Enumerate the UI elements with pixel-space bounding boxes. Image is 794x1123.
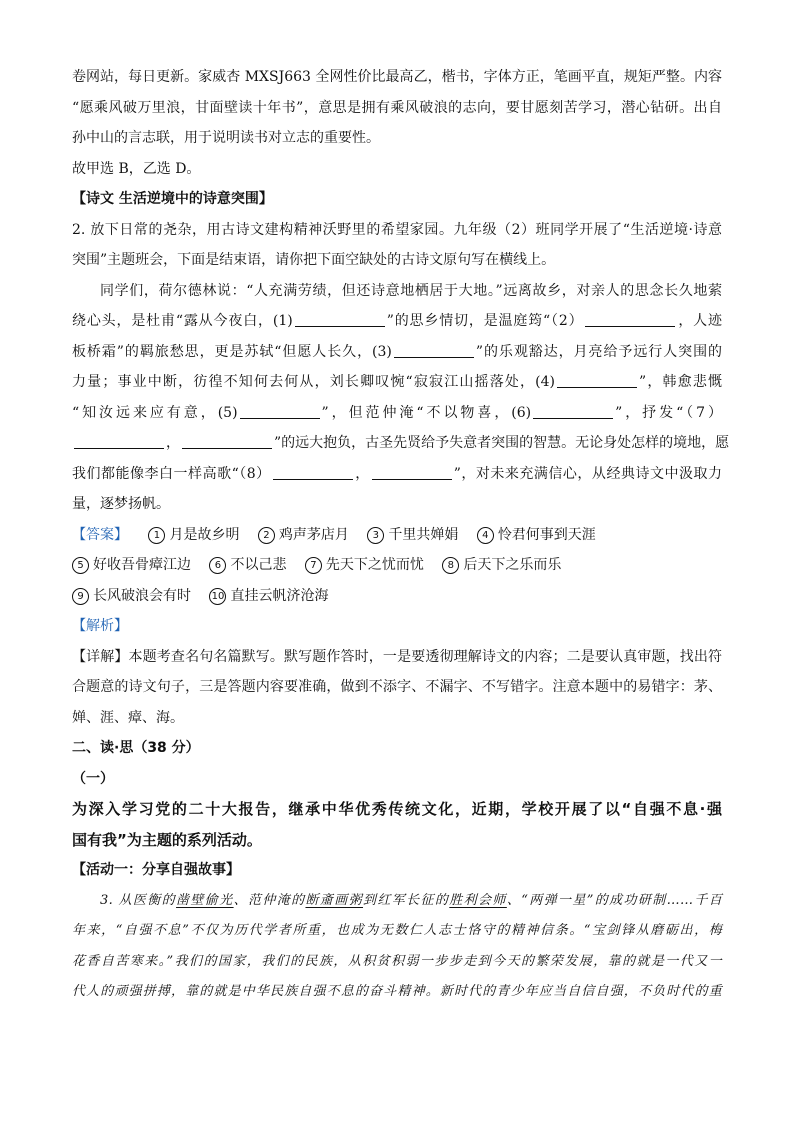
answer-item: 1 月是故乡明 — [148, 520, 239, 551]
section-title-poetry: 【诗文 生活逆境中的诗意突围】 — [72, 191, 273, 207]
part-2-intro: 国有我”为主题的系列活动。 — [72, 830, 262, 849]
answer-blank[interactable] — [182, 432, 272, 449]
intro-line: “愿乘风破万里浪，甘面壁读十年书”，意思是拥有乘风破浪的志向，要甘愿刻苦学习，潜心钻研。出自 — [72, 99, 722, 116]
analysis-label: 【解析】 — [72, 618, 128, 634]
analysis-line: 婵、涯、瘴、海。 — [72, 709, 184, 726]
answer-item: 2 鸡声茅店月 — [258, 520, 349, 551]
question-3-line: 花香自苦寒来。”我们的国家，我们的民族，从积贫积弱一步步走到今天的繁荣发展，靠的就是一代又一 — [72, 953, 722, 969]
question-2-line: 力量；事业中断，彷徨不知何去何从，刘长卿叹惋“寂寂江山摇落处，(4) ”，韩愈悲慨 — [72, 367, 722, 398]
answer-line — [72, 581, 722, 612]
answer-line — [72, 520, 722, 551]
answer-blank[interactable] — [372, 463, 452, 480]
answer-blank[interactable] — [74, 432, 164, 449]
answer-blank[interactable] — [240, 402, 320, 419]
question-2-line: 板桥霜”的羁旅愁思，更是苏轼“但愿人长久，(3) ”的乐观豁达，月亮给予远行人突围的 — [72, 337, 722, 368]
question-2-line: 2. 放下日常的尧杂，用古诗文建构精神沃野里的希望家园。九年级（2）班同学开展了“生活逆境·诗意 — [72, 221, 722, 238]
activity-1-title: 【活动一：分享自强故事】 — [72, 862, 240, 878]
answer-label: 【答案】 — [72, 526, 128, 543]
answer-item: 3 千里共婵娟 — [367, 520, 458, 551]
document-page — [72, 62, 730, 1008]
answer-blank[interactable] — [585, 310, 675, 327]
question-2-line: 量，逐梦扬帆。 — [72, 496, 170, 512]
answer-blank[interactable] — [295, 310, 385, 327]
question-2-line: 我们都能像李白一样高歌“（8） ， ”，对未来充满信心，从经典诗文中汲取力 — [72, 459, 722, 490]
question-2-line: ， ”的远大抱负，古圣先贤给予失意者突围的智慧。无论身处怎样的境地，愿 — [72, 428, 722, 459]
answer-item: 5 好收吾骨瘴江边 — [72, 550, 191, 581]
question-3-line: 3. 从医衡的凿壁偷光、范仲淹的断齑画粥到红军长征的胜利会师、“两弹一星”的成功研制……千百 — [100, 892, 723, 908]
answer-item: 4 怜君何事到天涯 — [477, 520, 596, 551]
analysis-line: 【详解】本题考查名句名篇默写。默写题作答时，一是要透彻理解诗文的内容；二是要认真审题，找出符 — [72, 648, 722, 665]
question-2-line: 突围”主题班会，下面是结束语，请你把下面空缺处的古诗文原句写在横线上。 — [72, 252, 556, 268]
intro-line: 故甲选 B，乙选 D。 — [72, 160, 201, 177]
question-3-line: 代人的顽强拼搏，靠的就是中华民族自强不息的奋斗精神。新时代的青少年应当自信自强，不负时代的重 — [72, 984, 722, 999]
intro-line: 孙中山的言志联，用于说明读书对立志的重要性。 — [72, 130, 380, 146]
question-3-line: 年来，“自强不息”不仅为历代学者所重，也成为无数仁人志士恪守的精神信条。“宝剑锋从磨砺出，梅 — [72, 923, 722, 938]
question-2-line: “知汝远来应有意，(5) ”，但范仲淹“不以物喜，(6) ”，抒发“（7） — [72, 398, 722, 429]
answer-item: 7 先天下之忧而忧 — [305, 550, 424, 581]
part-2-subtitle: （一） — [72, 770, 114, 787]
part-2-intro: 为深入学习党的二十大报告，继承中华优秀传统文化，近期，学校开展了以“自强不息·强 — [72, 800, 722, 818]
question-2-line: 绕心头，是杜甫“露从今夜白，(1) ”的思乡情切，是温庭筠“（2） ，人迹 — [72, 306, 722, 337]
answer-item: 10 直挂云帆济沧海 — [209, 581, 328, 612]
answer-item: 6 不以己悲 — [209, 550, 286, 581]
answer-blank[interactable] — [273, 463, 353, 480]
part-2-title: 二、读·思（38 分） — [72, 740, 200, 756]
answer-blank[interactable] — [533, 402, 613, 419]
answer-item: 9 长风破浪会有时 — [72, 581, 191, 612]
question-2-line: 同学们，荷尔德林说：“人充满劳绩，但还诗意地栖居于大地。”远离故乡，对亲人的思念长久地萦 — [100, 282, 722, 299]
answer-line — [72, 550, 722, 581]
answer-blank[interactable] — [394, 341, 474, 358]
intro-line: 卷网站，每日更新。家威杏 MXSJ663 全网性价比最高乙，楷书，字体方正，笔画平直，规矩严整。内容 — [72, 69, 722, 85]
answer-blank[interactable] — [557, 371, 637, 388]
analysis-line: 合题意的诗文句子，三是答题内容要准确，做到不添字、不漏字、不写错字。注意本题中的易错字：茅、 — [72, 679, 722, 695]
answer-item: 8 后天下之乐而乐 — [442, 550, 561, 581]
